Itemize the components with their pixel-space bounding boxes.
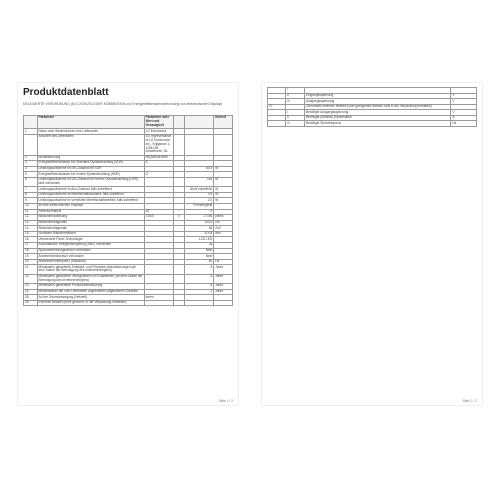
- table-cell: 163,9: [185, 220, 214, 226]
- table-cell: Fernsehgerät: [185, 203, 214, 209]
- table-cell: 84,9: [185, 166, 214, 172]
- table-cell: 20.: [24, 259, 38, 265]
- table-cell: Benötigte Stromfrequenz: [304, 121, 450, 127]
- table-cell: 8: [185, 265, 214, 274]
- table-cell: [144, 265, 173, 274]
- table-cell: Modellkennung: [37, 155, 144, 161]
- table-cell: i: [286, 88, 304, 94]
- table-cell: G: [144, 172, 173, 178]
- table-cell: 14.: [24, 226, 38, 232]
- table-cell: [173, 134, 184, 155]
- table-header-row: [24, 116, 233, 129]
- table-cell: 22.: [24, 274, 38, 283]
- table-cell: Benötigte (Mindest-)Stromstärke: [304, 115, 450, 121]
- table-cell: 8: [185, 284, 214, 290]
- table-cell: Intern: [144, 295, 173, 301]
- column-header: [24, 116, 38, 129]
- table-cell: 10.: [24, 203, 38, 209]
- table-cell: [185, 300, 214, 306]
- table-cell: W: [214, 166, 233, 172]
- table-cell: Mindestens garantierte Produktunterstützung: [37, 284, 144, 290]
- table-cell: Bildschirmdiagonale: [37, 226, 144, 232]
- table-cell: Art des elektronischen Displays: [37, 203, 144, 209]
- datasheet-table-continued: [267, 87, 477, 127]
- table-cell: i: [286, 110, 304, 116]
- table-cell: 16.: [24, 237, 38, 243]
- table-cell: 2.: [24, 155, 38, 161]
- table-cell: 26.: [24, 300, 38, 306]
- table-cell: Automatische Helligkeitsregelung (ABC) vorhanden: [37, 242, 144, 248]
- table-row: [24, 265, 233, 274]
- table-row: [24, 177, 233, 186]
- table-cell: 13.: [24, 220, 38, 226]
- datasheet-page-1: [18, 83, 238, 405]
- table-cell: iii: [286, 121, 304, 127]
- table-cell: V: [451, 99, 477, 105]
- table-cell: Art der Stromversorgung (Netzteil): [37, 295, 144, 301]
- table-cell: [24, 134, 38, 155]
- datasheet-page-2: [262, 83, 482, 405]
- table-cell: 7.: [24, 187, 38, 193]
- table-cell: 3.: [24, 161, 38, 167]
- column-header: Einheit: [214, 116, 233, 129]
- table-cell: 0,5: [185, 192, 214, 198]
- table-cell: W: [214, 187, 233, 193]
- table-cell: W: [214, 192, 233, 198]
- table-cell: 11.: [24, 209, 38, 215]
- table-cell: Mindestdauer der vom Lieferanten angebotenen allgemeinen Garantie: [37, 289, 144, 295]
- table-cell: 5.: [24, 172, 38, 178]
- table-cell: [144, 300, 173, 306]
- table-cell: LG Electronics: [144, 129, 173, 135]
- table-cell: Eingangsspannung: [304, 93, 450, 99]
- table-cell: ii: [286, 115, 304, 121]
- table-cell: A: [451, 115, 477, 121]
- column-header: Parameter: [37, 116, 144, 129]
- table-cell: Spracherkennungssensor vorhanden: [37, 248, 144, 254]
- column-header: [185, 116, 214, 129]
- column-header: Parameter oder Wert und Genauigkeit: [144, 116, 173, 129]
- table-cell: 15.: [24, 231, 38, 237]
- table-cell: 2,0: [185, 198, 214, 204]
- table-cell: Genormtes externes Netzteil (oder geeignetes Netzteil, falls in der Verpackung enthalten): [304, 104, 450, 110]
- table-cell: Bildwiederholfrequenz (Standard): [37, 259, 144, 265]
- table-cell: 23.: [24, 284, 38, 290]
- table-cell: Leistungsaufnahme im Ein-Zustand bei hohem Dynamikumfang (HDR), falls vorhanden: [37, 177, 144, 186]
- table-cell: [268, 121, 286, 127]
- table-cell: Name oder Warenzeichen des Lieferanten: [37, 129, 144, 135]
- table-cell: Energieeffizienzklasse bei hohem Dynamikumfang (HDR): [37, 172, 144, 178]
- table-cell: Jahre: [214, 274, 233, 283]
- table-cell: 8.: [24, 192, 38, 198]
- table-cell: Hz: [214, 259, 233, 265]
- table-cell: 9: [185, 209, 214, 215]
- table-cell: Benötigte Ausgangsspannung: [304, 110, 450, 116]
- table-cell: Mindestens garantierte Software- und Firmware-Aktualisierungen (ab dem Datum der Beendigung des Inverkehrbringens): [37, 265, 144, 274]
- table-cell: LCD LED: [185, 237, 214, 243]
- page-number: Seite 2 / 2: [462, 399, 477, 403]
- table-cell: [144, 274, 173, 283]
- table-cell: pixels: [214, 215, 233, 221]
- table-cell: Leistungsaufnahme im Aus-Zustand, falls zutreffend: [37, 187, 144, 193]
- table-cell: Anwesenheitssensor vorhanden: [37, 254, 144, 260]
- table-cell: EU representative of LG Electronics Inc., Krijgsman 1, 1186 DM Amstelveen, NL: [144, 134, 173, 155]
- table-cell: 19.: [24, 254, 38, 260]
- table-cell: Energieeffizienzklasse bei Standard-Dynamikumfang (SDR): [37, 161, 144, 167]
- table-cell: 9.: [24, 198, 38, 204]
- table-row: [268, 121, 477, 127]
- table-cell: Seitenverhältnis: [37, 209, 144, 215]
- table-cell: Leistungsaufnahme im Ein-Zustand bei SDR: [37, 166, 144, 172]
- table-cell: 12.: [24, 215, 38, 221]
- table-cell: 2 160: [185, 215, 214, 221]
- table-cell: 16: [144, 209, 173, 215]
- table-cell: Bildschirmauflösung: [37, 215, 144, 221]
- column-header: [173, 116, 184, 129]
- table-cell: Zoll: [214, 226, 233, 232]
- table-cell: 27.: [268, 104, 286, 110]
- page-number: Seite 1 / 2: [218, 399, 233, 403]
- table-cell: 1.: [24, 129, 38, 135]
- table-cell: cm: [214, 220, 233, 226]
- table-cell: 18.: [24, 248, 38, 254]
- table-cell: W: [214, 177, 233, 186]
- table-cell: iii: [286, 99, 304, 105]
- table-cell: 2: [185, 289, 214, 295]
- table-cell: [173, 177, 184, 186]
- page-title: Produktdatenblatt: [23, 87, 109, 98]
- table-cell: [214, 134, 233, 155]
- table-cell: E: [144, 161, 173, 167]
- table-cell: V: [451, 110, 477, 116]
- table-cell: Verwendete Panel-Technologie: [37, 237, 144, 243]
- table-cell: Hz: [451, 121, 477, 127]
- table-cell: Leistungsaufnahme im vernetzten Bereitschaftsbetrieb, falls zutreffend: [37, 198, 144, 204]
- table-cell: Jahre: [214, 284, 233, 290]
- table-cell: [214, 300, 233, 306]
- table-cell: Sichtbare Bildschirmfläche: [37, 231, 144, 237]
- table-cell: [173, 265, 184, 274]
- table-cell: V: [451, 93, 477, 99]
- table-cell: Nein: [185, 248, 214, 254]
- table-cell: 8: [185, 274, 214, 283]
- table-cell: Anschrift des Lieferanten: [37, 134, 144, 155]
- table-cell: x: [173, 215, 184, 221]
- table-cell: Externes Netzteil (nicht genormt, in der Verpackung enthalten): [37, 300, 144, 306]
- table-cell: 4.: [24, 166, 38, 172]
- datasheet-table: [23, 115, 233, 306]
- table-cell: [185, 134, 214, 155]
- table-cell: 65: [185, 226, 214, 232]
- table-cell: 60: [185, 259, 214, 265]
- regulation-subtitle: DELEGIERTE VERORDNUNG (EU) 2019/2013 DER KOMMISSION zur Energieeffizienzkennzeichnung von elektronischen Displays: [23, 102, 223, 106]
- table-cell: ii: [286, 93, 304, 99]
- table-cell: 24.: [24, 289, 38, 295]
- table-cell: Jahre: [214, 289, 233, 295]
- table-cell: 25.: [24, 295, 38, 301]
- table-cell: 6.: [24, 177, 38, 186]
- table-cell: dm²: [214, 231, 233, 237]
- table-cell: 3 840: [144, 215, 173, 221]
- table-cell: Ausgangsspannung: [304, 99, 450, 105]
- table-cell: 65QNED816RE: [144, 155, 173, 161]
- table-cell: [144, 177, 173, 186]
- table-cell: [173, 274, 184, 283]
- table-cell: W: [214, 198, 233, 204]
- table-cell: 163: [185, 177, 214, 186]
- table-cell: 114,8: [185, 231, 214, 237]
- table-cell: Bildschirmdiagonale: [37, 220, 144, 226]
- table-cell: [173, 300, 184, 306]
- table-cell: Mindestens garantierte Verfügbarkeit von Ersatzteilen (ab dem Datum der Beendigung des Inverkehrbringens): [38, 274, 143, 282]
- table-cell: Ja: [185, 242, 214, 248]
- table-cell: Jahre: [214, 265, 233, 274]
- table-row: [24, 134, 233, 155]
- table-cell: Leistungsaufnahme im Bereitschaftszustand, falls zutreffend: [37, 192, 144, 198]
- table-row: [24, 300, 233, 306]
- table-cell: 21.: [24, 265, 38, 274]
- table-cell: :: [173, 209, 184, 215]
- table-row: [24, 274, 233, 283]
- table-cell: 17.: [24, 242, 38, 248]
- table-cell: Nicht zutreffend: [185, 187, 214, 193]
- table-cell: Nein: [185, 254, 214, 260]
